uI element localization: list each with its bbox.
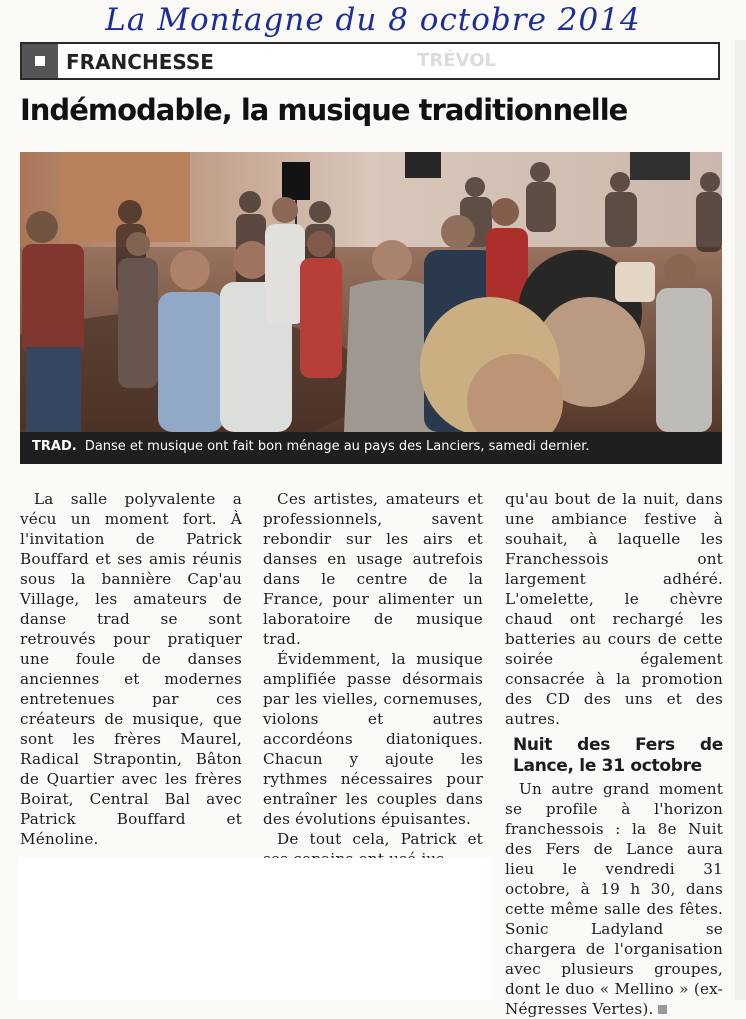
caption-lead: TRAD. <box>32 439 77 454</box>
article-paragraph-1: La salle polyvalente a vécu un moment fort. À l'invitation de Patrick Bouffard et ses amis réunis sous la bannière Cap'au Village, les amateurs de danse trad se sont retrouvés pour pratiquer une foule de danses anciennes et modernes entretenues par ces créateurs de musique, que sont les frères Maurel, Radical Strapontin, Bâton de Quartier avec les frères Boirat, Central Bal avec Patrick Bouffard et Ménoline. <box>20 490 242 848</box>
article-photo <box>20 152 722 432</box>
rubric-square-icon <box>22 44 58 78</box>
article-subheading: Nuit des Fers de Lance, le 31 octobre <box>513 735 723 776</box>
section-rubric <box>20 42 720 80</box>
article-paragraph-4-continued: qu'au bout de la nuit, dans une ambiance festive à souhait, à laquelle les Franchessois ont largement adhéré. L'omelette, le chèvre chaud ont rechargé les batteries au cours de cette soirée également consacrée à la promotion des CD des uns et des autres. <box>505 490 723 728</box>
end-of-article-mark <box>658 1005 667 1014</box>
rubric-label: FRANCHESSE <box>66 50 214 74</box>
page-edge <box>735 40 746 1000</box>
article-paragraph-5: Un autre grand moment se profile à l'horizon franchessois : la 8e Nuit des Fers de Lance aura lieu le vendredi 31 octobre, à 19 h 30, dans cette même salle des fêtes. Sonic Ladyland se chargera de l'organisation avec plusieurs groupes, dont le duo « Mellino » (ex-Négresses Vertes). <box>505 780 723 1018</box>
article-paragraph-3: Évidemment, la musique amplifiée passe désormais par les vielles, cornemuses, violons et autres accordéons diatoniques. Chacun y ajoute les rythmes nécessaires pour entraîner les couples dans des évolutions épuisantes. <box>263 650 483 828</box>
caption-text: Danse et musique ont fait bon ménage au pays des Lanciers, samedi dernier. <box>84 439 590 454</box>
article-paragraph-2: Ces artistes, amateurs et professionnels, savent rebondir sur les airs et danses en usage autrefois dans le centre de la France, pour alimenter un laboratoire de musique trad. <box>263 490 483 648</box>
bleed-through-rubric: TRÉVOL <box>417 50 496 71</box>
article-headline: Indémodable, la musique traditionnelle <box>20 93 628 127</box>
article-paragraph-4: De tout cela, Patrick et <box>277 830 483 848</box>
masthead-handwritten-date: La Montagne du 8 octobre 2014 <box>105 2 641 38</box>
blank-area <box>18 858 492 1000</box>
photo-caption <box>20 432 722 464</box>
article-column-1 <box>20 489 242 849</box>
article-column-2 <box>263 489 483 869</box>
article-column-3 <box>505 489 723 1019</box>
